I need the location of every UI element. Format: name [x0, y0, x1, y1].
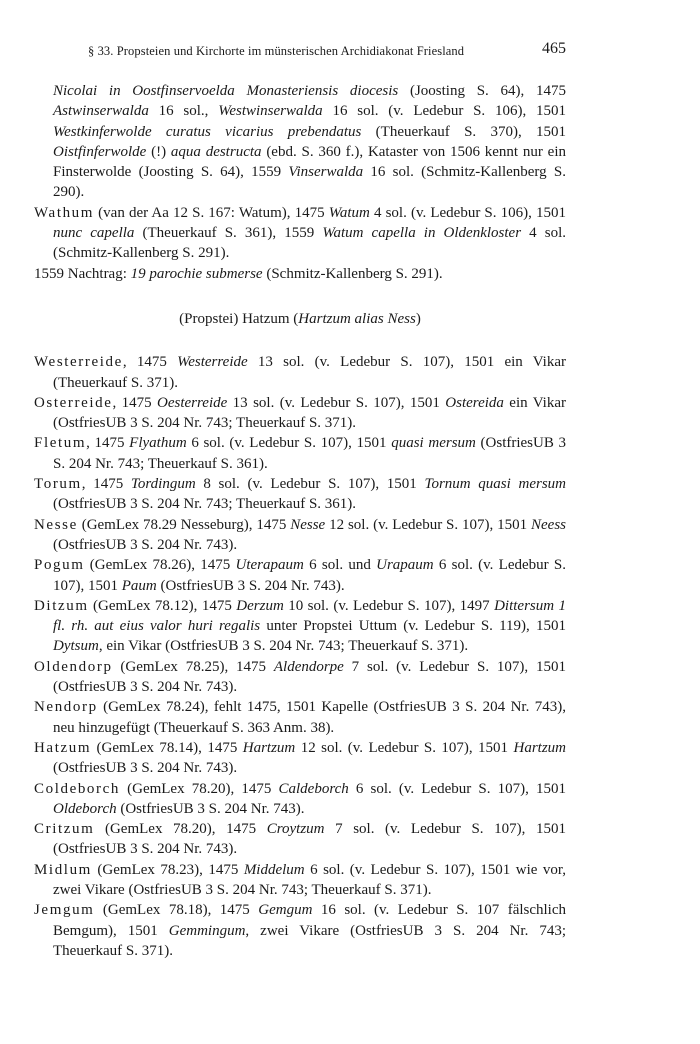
- gazetteer-entry: [34, 860, 566, 901]
- italic-text: Hartzum alias Ness: [298, 310, 416, 327]
- italic-text: Paum: [121, 577, 157, 594]
- text-segment: 4 sol. (Schmitz-Kallenberg S. 291).: [53, 225, 566, 262]
- italic-text: Oistfinferwolde: [53, 143, 147, 160]
- text-segment: (GemLex 78.25), 1475: [112, 658, 274, 675]
- text-segment: 1559 Nachtrag:: [34, 265, 131, 282]
- text-segment: 8 sol. (v. Ledebur S. 107), 1501: [195, 476, 425, 493]
- text-segment: 10 sol. (v. Ledebur S. 107), 1497: [283, 597, 495, 614]
- italic-text: Gemgum: [258, 902, 313, 919]
- gazetteer-entry: [34, 203, 566, 264]
- italic-text: Oldeborch: [53, 800, 117, 817]
- text-segment: ): [415, 310, 421, 327]
- italic-text: Nesse: [290, 516, 326, 533]
- place-name: Pogum: [34, 557, 85, 574]
- italic-text: Westerreide: [177, 354, 248, 371]
- italic-text: Urapaum: [376, 557, 434, 574]
- text-segment: 7 sol. (v. Ledebur S. 107), 1501 (OstfriesUB 3 S. 204 Nr. 743).: [53, 821, 566, 858]
- gazetteer-entry: [34, 900, 566, 961]
- gazetteer-entry: [34, 264, 566, 284]
- gazetteer-entry: [34, 819, 566, 860]
- text-segment: , 1475: [112, 394, 158, 411]
- text-segment: 16 sol. (v. Ledebur S. 106), 1501: [322, 103, 566, 120]
- italic-text: aqua destructa: [170, 143, 262, 160]
- place-name: Midlum: [34, 861, 92, 878]
- italic-text: Astwinserwalda: [53, 103, 149, 120]
- place-name: Critzum: [34, 821, 95, 838]
- place-name: Torum: [34, 476, 82, 493]
- text-segment: unter Propstei Uttum (v. Ledebur S. 119), 1501: [260, 618, 566, 635]
- page-number: 465: [542, 40, 566, 57]
- italic-text: Dytsum: [53, 638, 99, 655]
- text-segment: (GemLex 78.20), 1475: [94, 821, 267, 838]
- text-segment: , 1475: [122, 354, 178, 371]
- text-segment: 12 sol. (v. Ledebur S. 107), 1501: [295, 739, 514, 756]
- italic-text: Oesterreide: [157, 394, 228, 411]
- text-segment: , 1475: [86, 435, 130, 452]
- italic-text: Derzum: [236, 597, 284, 614]
- text-segment: (GemLex 78.23), 1475: [91, 861, 244, 878]
- italic-text: Westkinferwolde curatus vicarius prebendatus: [53, 123, 362, 140]
- section-heading: [34, 309, 566, 329]
- text-segment: (Theuerkauf S. 370), 1501: [361, 123, 566, 140]
- italic-text: Tordingum: [130, 476, 196, 493]
- text-segment: (GemLex 78.26), 1475: [84, 557, 236, 574]
- gazetteer-entry: [34, 515, 566, 556]
- text-segment: (GemLex 78.14), 1475: [91, 739, 243, 756]
- text-segment: 12 sol. (v. Ledebur S. 107), 1501: [325, 516, 532, 533]
- text-segment: 16 sol. (v. Ledebur S. 107 fälschlich Bemgum), 1501: [53, 902, 567, 939]
- text-segment: (GemLex 78.20), 1475: [119, 780, 279, 797]
- text-segment: (!): [146, 143, 171, 160]
- text-segment: (OstfriesUB 3 S. 204 Nr. 743).: [53, 760, 238, 777]
- italic-text: quasi mersum: [391, 435, 476, 452]
- gazetteer-entry: [34, 555, 566, 596]
- gazetteer-entry: [34, 738, 566, 779]
- text-segment: 4 sol. (v. Ledebur S. 106), 1501: [369, 204, 566, 221]
- italic-text: Flyathum: [129, 435, 187, 452]
- italic-text: Gemmingum: [168, 922, 246, 939]
- text-segment: (van der Aa 12 S. 167: Watum), 1475: [94, 204, 329, 221]
- place-name: Fletum: [34, 435, 87, 452]
- gazetteer-entry: [34, 474, 566, 515]
- place-name: Nesse: [34, 516, 78, 533]
- italic-text: Aldendorpe: [273, 658, 344, 675]
- text-segment: 16 sol. (Schmitz-Kallenberg S. 290).: [53, 164, 566, 201]
- italic-text: Westwinserwalda: [218, 103, 323, 120]
- italic-text: 19 parochie submerse: [130, 265, 263, 282]
- text-segment: (OstfriesUB 3 S. 204 Nr. 743).: [156, 577, 345, 594]
- text-segment: 6 sol. und: [303, 557, 377, 574]
- text-segment: (OstfriesUB 3 S. 204 Nr. 743; Theuerkauf S. 361).: [53, 496, 357, 513]
- text-segment: , ein Vikar (OstfriesUB 3 S. 204 Nr. 743; Theuerkauf S. 371).: [98, 638, 469, 655]
- text-segment: 6 sol. (v. Ledebur S. 107), 1501 wie vor, zwei Vikare (OstfriesUB 3 S. 204 Nr. 743; Theuerkauf S. 371).: [53, 861, 567, 898]
- text-segment: 6 sol. (v. Ledebur S. 107), 1501: [53, 557, 567, 594]
- text-segment: (Theuerkauf S. 361), 1559: [134, 225, 323, 242]
- text-segment: 6 sol. (v. Ledebur S. 107), 1501: [186, 435, 392, 452]
- text-segment: 13 sol. (v. Ledebur S. 107), 1501 ein Vikar (Theuerkauf S. 371).: [53, 354, 566, 391]
- text-segment: (OstfriesUB 3 S. 204 Nr. 743).: [53, 536, 238, 553]
- gazetteer-entry: [34, 81, 566, 203]
- place-name: Hatzum: [34, 739, 92, 756]
- gazetteer-entry: [34, 779, 566, 820]
- gazetteer-entry: [34, 697, 566, 738]
- text-segment: (Schmitz-Kallenberg S. 291).: [262, 265, 443, 282]
- italic-text: Nicolai in Oostfinservoelda Monasteriensis diocesis: [53, 83, 399, 99]
- gazetteer-entry: [34, 596, 566, 657]
- gazetteer-entry: [34, 393, 566, 434]
- place-name: Oldendorp: [34, 658, 113, 675]
- text-segment: 6 sol. (v. Ledebur S. 107), 1501: [348, 780, 567, 797]
- italic-text: Neess: [531, 516, 567, 533]
- place-name: Jemgum: [34, 902, 95, 919]
- text-segment: , zwei Vikare (OstfriesUB 3 S. 204 Nr. 743; Theuerkauf S. 371).: [53, 922, 566, 959]
- place-name: Nendorp: [34, 699, 98, 716]
- italic-text: Uterapaum: [235, 557, 304, 574]
- italic-text: Watum capella in Oldenkloster: [322, 225, 522, 242]
- italic-text: Watum: [328, 204, 370, 221]
- gazetteer-entry: [34, 433, 566, 474]
- italic-text: Middelum: [243, 861, 305, 878]
- text-segment: (OstfriesUB 3 S. 204 Nr. 743).: [116, 800, 305, 817]
- place-name: Westerreide: [34, 354, 123, 371]
- text-segment: 16 sol.,: [148, 103, 219, 120]
- italic-text: Tornum quasi mersum: [424, 476, 566, 493]
- italic-text: Hartzum: [242, 739, 296, 756]
- text-segment: (GemLex 78.18), 1475: [94, 902, 259, 919]
- italic-text: Vinserwalda: [288, 164, 364, 181]
- italic-text: Dittersum 1 fl. rh. aut eius valor huri regalis: [53, 597, 567, 635]
- intro-entries: [34, 81, 566, 284]
- place-name: Ditzum: [34, 597, 89, 614]
- text-segment: 13 sol. (v. Ledebur S. 107), 1501: [227, 394, 446, 411]
- text-segment: , 1475: [81, 476, 131, 493]
- text-segment: (Joosting S. 64), 1475: [398, 83, 566, 99]
- italic-text: Caldeborch: [278, 780, 349, 797]
- italic-text: nunc capella: [53, 225, 135, 242]
- text-segment: (ebd. S. 360 f.), Kataster von 1506 kennt nur ein Finsterwolde (Joosting S. 64), 1559: [53, 143, 566, 181]
- text-segment: (Propstei) Hatzum (: [179, 310, 299, 327]
- italic-text: Hartzum: [513, 739, 566, 756]
- text-segment: (GemLex 78.24), fehlt 1475, 1501 Kapelle (OstfriesUB 3 S. 204 Nr. 743), neu hinzugefügt (Theuerkauf S. 363 Anm. 38).: [53, 699, 566, 736]
- gazetteer-entry: [34, 657, 566, 698]
- place-name: Wathum: [34, 204, 95, 221]
- gazetteer-entry: [34, 352, 566, 393]
- place-name: Coldeborch: [34, 780, 120, 797]
- page-body: [34, 81, 566, 961]
- text-segment: (GemLex 78.12), 1475: [88, 597, 237, 614]
- text-segment: ein Vikar (OstfriesUB 3 S. 204 Nr. 743; Theuerkauf S. 371).: [53, 394, 567, 432]
- italic-text: Ostereida: [445, 394, 504, 411]
- text-segment: (GemLex 78.29 Nesseburg), 1475: [77, 516, 291, 533]
- text-segment: (OstfriesUB 3 S. 204 Nr. 743; Theuerkauf S. 361).: [53, 435, 566, 472]
- place-name: Osterreide: [34, 394, 113, 411]
- italic-text: Croytzum: [266, 821, 325, 838]
- text-segment: 7 sol. (v. Ledebur S. 107), 1501 (OstfriesUB 3 S. 204 Nr. 743).: [53, 658, 566, 696]
- running-title: § 33. Propsteien und Kirchorte im münsterischen Archidiakonat Friesland: [88, 44, 465, 58]
- entry-list: [34, 352, 566, 961]
